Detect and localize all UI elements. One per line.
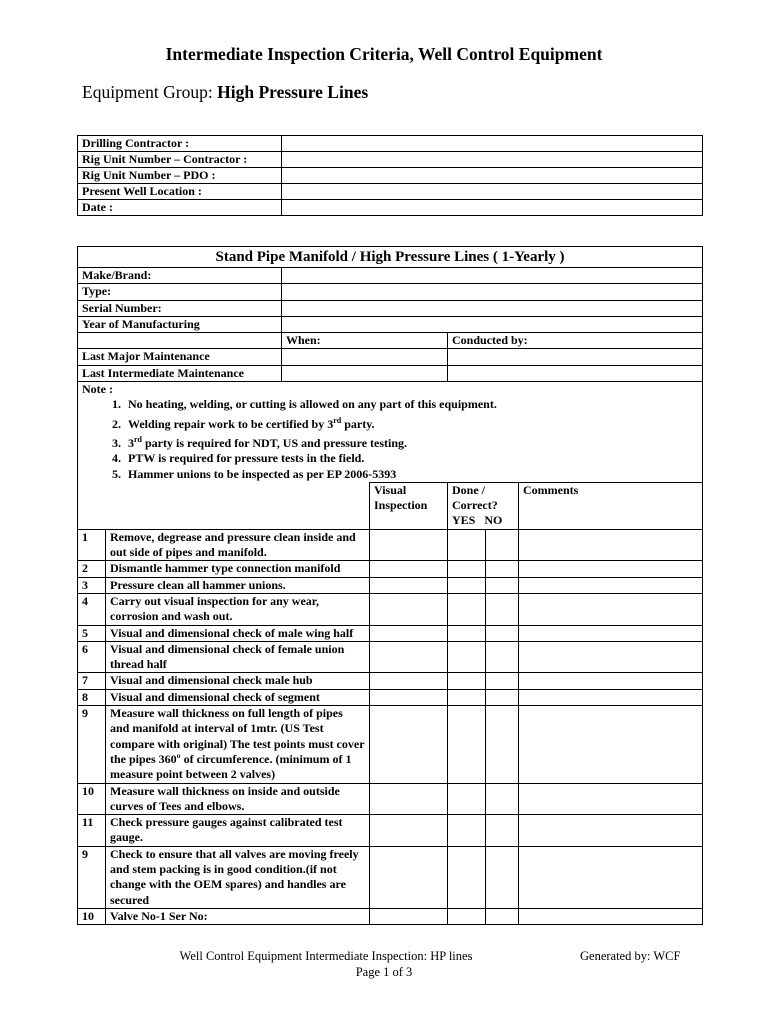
no-cell[interactable] (486, 625, 519, 641)
field-label: Make/Brand: (78, 268, 282, 284)
comments-cell[interactable] (519, 908, 703, 924)
yes-cell[interactable] (448, 625, 486, 641)
item-description: Measure wall thickness on full length of pipes and manifold at interval of 1mtr. (US Test compare with original) The test points must cover the pipes 360º of circumference. (minimum of 1 measure point between 2 valves) (106, 706, 370, 783)
visual-inspection-header: Visual Inspection (370, 482, 448, 529)
checklist-row (78, 815, 703, 847)
item-description: Visual and dimensional check of female union thread half (106, 641, 370, 673)
visual-inspection-cell[interactable] (370, 783, 448, 815)
no-cell[interactable] (486, 706, 519, 783)
comments-cell[interactable] (519, 706, 703, 783)
visual-inspection-cell[interactable] (370, 706, 448, 783)
info-label: Date : (78, 200, 282, 216)
comments-cell[interactable] (519, 673, 703, 689)
section-title: Stand Pipe Manifold / High Pressure Lines ( 1-Yearly ) (78, 247, 703, 268)
item-number: 2 (78, 561, 106, 577)
info-row (78, 168, 703, 184)
comments-header: Comments (519, 482, 703, 529)
visual-inspection-cell[interactable] (370, 908, 448, 924)
note-text: Welding repair work to be certified by 3 (128, 416, 334, 431)
yes-cell[interactable] (448, 529, 486, 561)
done-correct-header (448, 482, 519, 529)
yes-label: YES (452, 513, 476, 528)
no-cell[interactable] (486, 846, 519, 908)
no-cell[interactable] (486, 577, 519, 593)
info-label: Rig Unit Number – PDO : (78, 168, 282, 184)
checklist-body (78, 529, 703, 924)
yes-cell[interactable] (448, 561, 486, 577)
item-description: Remove, degrease and pressure clean inside and out side of pipes and manifold. (106, 529, 370, 561)
info-label: Rig Unit Number – Contractor : (78, 152, 282, 168)
notes-list (82, 397, 698, 481)
item-number: 9 (78, 706, 106, 783)
done-correct-label: Done / Correct? (452, 482, 498, 513)
note-text: party. (341, 416, 375, 431)
item-description: Visual and dimensional check of male wing half (106, 625, 370, 641)
note-item: 5. Hammer unions to be inspected as per EP 2006-5393 (124, 467, 698, 482)
item-description: Dismantle hammer type connection manifold (106, 561, 370, 577)
info-value-field[interactable] (282, 152, 703, 168)
checklist-row (78, 673, 703, 689)
info-label: Present Well Location : (78, 184, 282, 200)
yes-cell[interactable] (448, 577, 486, 593)
checklist-row (78, 641, 703, 673)
item-number: 5 (78, 625, 106, 641)
no-cell[interactable] (486, 783, 519, 815)
field-value[interactable] (282, 316, 703, 332)
comments-cell[interactable] (519, 815, 703, 847)
field-label: Type: (78, 284, 282, 300)
no-cell[interactable] (486, 673, 519, 689)
conducted-by-field[interactable] (448, 349, 703, 365)
item-number: 11 (78, 815, 106, 847)
equipment-group-value: High Pressure Lines (217, 82, 369, 102)
info-value-field[interactable] (282, 168, 703, 184)
visual-inspection-cell[interactable] (370, 593, 448, 625)
checklist-row (78, 783, 703, 815)
info-row (78, 200, 703, 216)
visual-inspection-cell[interactable] (370, 561, 448, 577)
checklist-row (78, 625, 703, 641)
field-label: Year of Manufacturing (78, 316, 282, 332)
item-number: 9 (78, 846, 106, 908)
yes-cell[interactable] (448, 593, 486, 625)
notes-cell (78, 382, 703, 483)
field-value[interactable] (282, 284, 703, 300)
visual-inspection-cell[interactable] (370, 641, 448, 673)
item-number: 4 (78, 593, 106, 625)
superscript: rd (134, 434, 142, 444)
checklist-row (78, 706, 703, 783)
equipment-group-label: Equipment Group: (82, 82, 213, 102)
field-value[interactable] (282, 268, 703, 284)
comments-cell[interactable] (519, 846, 703, 908)
no-cell[interactable] (486, 689, 519, 705)
checklist-row (78, 593, 703, 625)
conducted-by-field[interactable] (448, 365, 703, 381)
footer-left: Well Control Equipment Intermediate Inspection: HP lines (179, 949, 473, 963)
yes-cell[interactable] (448, 815, 486, 847)
item-number: 6 (78, 641, 106, 673)
item-number: 10 (78, 908, 106, 924)
item-description: Check to ensure that all valves are moving freely and stem packing is in good condition.(if not change with the OEM spares) and handles are secured (106, 846, 370, 908)
checklist-row (78, 908, 703, 924)
note-item: 1. No heating, welding, or cutting is allowed on any part of this equipment. (124, 397, 698, 412)
visual-inspection-cell[interactable] (370, 625, 448, 641)
visual-inspection-cell[interactable] (370, 577, 448, 593)
field-value[interactable] (282, 300, 703, 316)
yes-cell[interactable] (448, 673, 486, 689)
info-label: Drilling Contractor : (78, 136, 282, 152)
note-label: Note : (82, 382, 113, 397)
comments-cell[interactable] (519, 783, 703, 815)
item-number: 10 (78, 783, 106, 815)
info-table (77, 135, 703, 216)
item-description: Visual and dimensional check of segment (106, 689, 370, 705)
no-cell[interactable] (486, 641, 519, 673)
checklist-row (78, 577, 703, 593)
yes-cell[interactable] (448, 908, 486, 924)
item-number: 3 (78, 577, 106, 593)
item-number: 1 (78, 529, 106, 561)
conducted-by-label: Conducted by: (448, 333, 703, 349)
item-description: Carry out visual inspection for any wear, corrosion and wash out. (106, 593, 370, 625)
note-item (124, 432, 698, 451)
superscript: rd (333, 415, 342, 425)
inspection-table (77, 246, 703, 925)
comments-cell[interactable] (519, 625, 703, 641)
footer-right: Generated by: WCF (580, 949, 681, 963)
header-blank (78, 482, 370, 529)
note-item (124, 413, 698, 432)
checklist-row (78, 689, 703, 705)
maintenance-label: Last Intermediate Maintenance (78, 365, 282, 381)
maintenance-label: Last Major Maintenance (78, 349, 282, 365)
yes-cell[interactable] (448, 641, 486, 673)
page-number: Page 1 of 3 (355, 965, 413, 979)
comments-cell[interactable] (519, 593, 703, 625)
item-number: 8 (78, 689, 106, 705)
item-description: Visual and dimensional check male hub (106, 673, 370, 689)
comments-cell[interactable] (519, 641, 703, 673)
checklist-row (78, 846, 703, 908)
blank-cell (78, 333, 282, 349)
no-cell[interactable] (486, 815, 519, 847)
item-description: Pressure clean all hammer unions. (106, 577, 370, 593)
comments-cell[interactable] (519, 561, 703, 577)
item-description: Check pressure gauges against calibrated test gauge. (106, 815, 370, 847)
visual-inspection-cell[interactable] (370, 689, 448, 705)
no-label: NO (484, 513, 503, 528)
yes-no-label (452, 513, 514, 528)
comments-cell[interactable] (519, 529, 703, 561)
when-field[interactable] (282, 349, 448, 365)
when-label: When: (282, 333, 448, 349)
equipment-group (82, 82, 368, 103)
yes-cell[interactable] (448, 783, 486, 815)
info-value-field[interactable] (282, 136, 703, 152)
note-text: party is required for NDT, US and pressure testing. (145, 435, 408, 450)
note-text: 3 (128, 435, 134, 450)
info-value-field[interactable] (282, 184, 703, 200)
visual-inspection-cell[interactable] (370, 673, 448, 689)
comments-cell[interactable] (519, 689, 703, 705)
item-description: Valve No-1 Ser No: (106, 908, 370, 924)
visual-inspection-cell[interactable] (370, 815, 448, 847)
yes-cell[interactable] (448, 706, 486, 783)
item-number: 7 (78, 673, 106, 689)
checklist-row (78, 529, 703, 561)
visual-inspection-cell[interactable] (370, 529, 448, 561)
item-description: Measure wall thickness on inside and outside curves of Tees and elbows. (106, 783, 370, 815)
no-cell[interactable] (486, 561, 519, 577)
yes-cell[interactable] (448, 689, 486, 705)
comments-cell[interactable] (519, 577, 703, 593)
no-cell[interactable] (486, 593, 519, 625)
note-item: 4. PTW is required for pressure tests in the field. (124, 451, 698, 466)
no-cell[interactable] (486, 908, 519, 924)
info-value-field[interactable] (282, 200, 703, 216)
checklist-row (78, 561, 703, 577)
info-row (78, 184, 703, 200)
document-title: Intermediate Inspection Criteria, Well Control Equipment (165, 44, 603, 64)
no-cell[interactable] (486, 529, 519, 561)
field-label: Serial Number: (78, 300, 282, 316)
yes-cell[interactable] (448, 846, 486, 908)
when-field[interactable] (282, 365, 448, 381)
visual-inspection-cell[interactable] (370, 846, 448, 908)
info-row (78, 152, 703, 168)
info-row (78, 136, 703, 152)
